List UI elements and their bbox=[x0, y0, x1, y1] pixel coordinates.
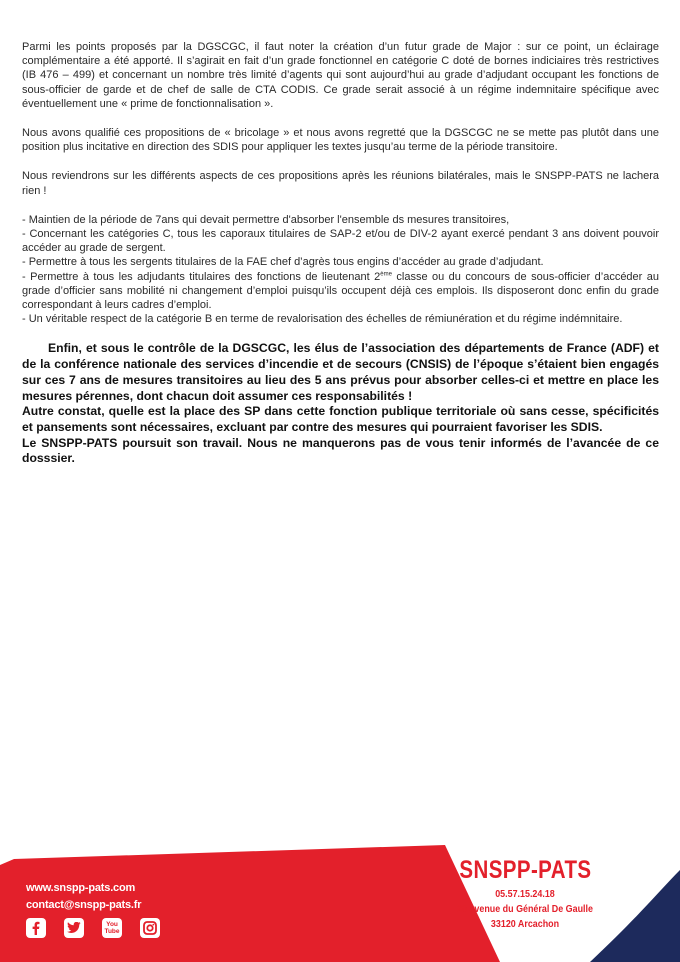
list-item bbox=[22, 270, 659, 313]
union-contact-block bbox=[445, 856, 605, 932]
conclusion-block bbox=[22, 341, 659, 467]
phone-number: 05.57.15.24.18 bbox=[495, 888, 555, 900]
facebook-icon[interactable] bbox=[26, 918, 46, 938]
list-item: - Un véritable respect de la catégorie B en terme de revalorisation des échelles de rémiunération et du régime indémnitaire. bbox=[22, 313, 623, 326]
conclusion-paragraph: Enfin, et sous le contrôle de la DGSCGC, les élus de l’association des départements de France (ADF) et de la conférence nationale des services d’incendie et de secours (CNSIS) de l’époque s’étaient bien engagés sur ces 7 ans de mesures transitoires au lieu des 5 ans prévus pour absorber celles-ci et mettre en place les mesures pérennes, dont chacun doit assumer ces responsabilités ! bbox=[22, 341, 659, 403]
conclusion-paragraph: Le SNSPP-PATS poursuit son travail. Nous ne manquerons pas de vous tenir informés de l’avancée de ce dosssier. bbox=[22, 435, 659, 466]
union-logo-text: SNSPP-PATS bbox=[459, 856, 592, 884]
list-item: - Permettre à tous les sergents titulaires de la FAE chef d’agrès tous engins d’accéder au grade d’adjudant. bbox=[22, 256, 544, 269]
email-link[interactable]: contact@snspp-pats.fr bbox=[26, 899, 142, 911]
paragraph-major-grade: Parmi les points proposés par la DGSCGC, il faut noter la création d’un futur grade de Major : sur ce point, un éclairage complémentaire a été apporté. Il s’agirait en fait d’un grade fonctionnel en catégorie C doté de bornes indiciaires très restrictives (IB 476 – 499) et concernant un nombre très limité d’agents qui sont aujourd’hui au grade d’adjudant occupant les fonctions de sous-officier de garde et de chef de salle de CTA CODIS. Ce grade serait associé à un régime indemnitaire spécifique avec éventuellement une « prime de fonctionnalisation ». bbox=[22, 41, 659, 110]
list-item-text: classe ou du concours de sous-officier d’accéder au grade d’officier sans mobilité ni changement d’emploi puisqu’ils occupent déjà ces emplois. Ils disposeront donc enfin du grade correspondant à leurs cadres d’emploi. bbox=[22, 270, 660, 312]
list-item: - Concernant les catégories C, tous les caporaux titulaires de SAP-2 et/ou de DIV-2 ayant exercé pendant 3 ans doivent pouvoir accéder au grade de sergent. bbox=[22, 228, 659, 255]
ordinal-superscript: ème bbox=[380, 270, 392, 277]
youtube-icon[interactable] bbox=[102, 918, 122, 938]
list-item: - Maintien de la période de 7ans qui devait permettre d'absorber l'ensemble ds mesures transitoires, bbox=[22, 213, 510, 226]
footer-contact-links bbox=[26, 880, 141, 914]
twitter-icon[interactable] bbox=[64, 918, 84, 938]
union-address bbox=[457, 887, 593, 932]
document-body bbox=[22, 40, 659, 467]
address-city: 33120 Arcachon bbox=[490, 918, 560, 930]
conclusion-paragraph: Autre constat, quelle est la place des SP dans cette fonction publique territoriale où sans cesse, spécificités et pansements sont nécessaires, excluant par contre des mesures qui pourraient favoriser les SDIS. bbox=[22, 404, 659, 434]
website-link[interactable]: www.snspp-pats.com bbox=[26, 882, 136, 894]
instagram-icon[interactable] bbox=[140, 918, 160, 938]
social-icons bbox=[26, 918, 160, 938]
list-item-text: - Permettre à tous les adjudants titulaires des fonctions de lieutenant 2 bbox=[22, 270, 381, 283]
paragraph-bilateral-meetings: Nous reviendrons sur les différents aspects de ces propositions après les réunions bilatérales, mais le SNSPP-PATS ne lachera rien ! bbox=[22, 170, 659, 197]
youtube-label: You Tube bbox=[104, 921, 120, 935]
address-street: 20 avenue du Général De Gaulle bbox=[457, 903, 593, 915]
demands-list bbox=[22, 213, 659, 327]
paragraph-bricolage: Nous avons qualifié ces propositions de « bricolage » et nous avons regretté que la DGSCGC ne se mette pas plutôt dans une position plus incitative en direction des SDIS pour appliquer les textes jusqu’au terme de la période transitoire. bbox=[22, 127, 659, 154]
